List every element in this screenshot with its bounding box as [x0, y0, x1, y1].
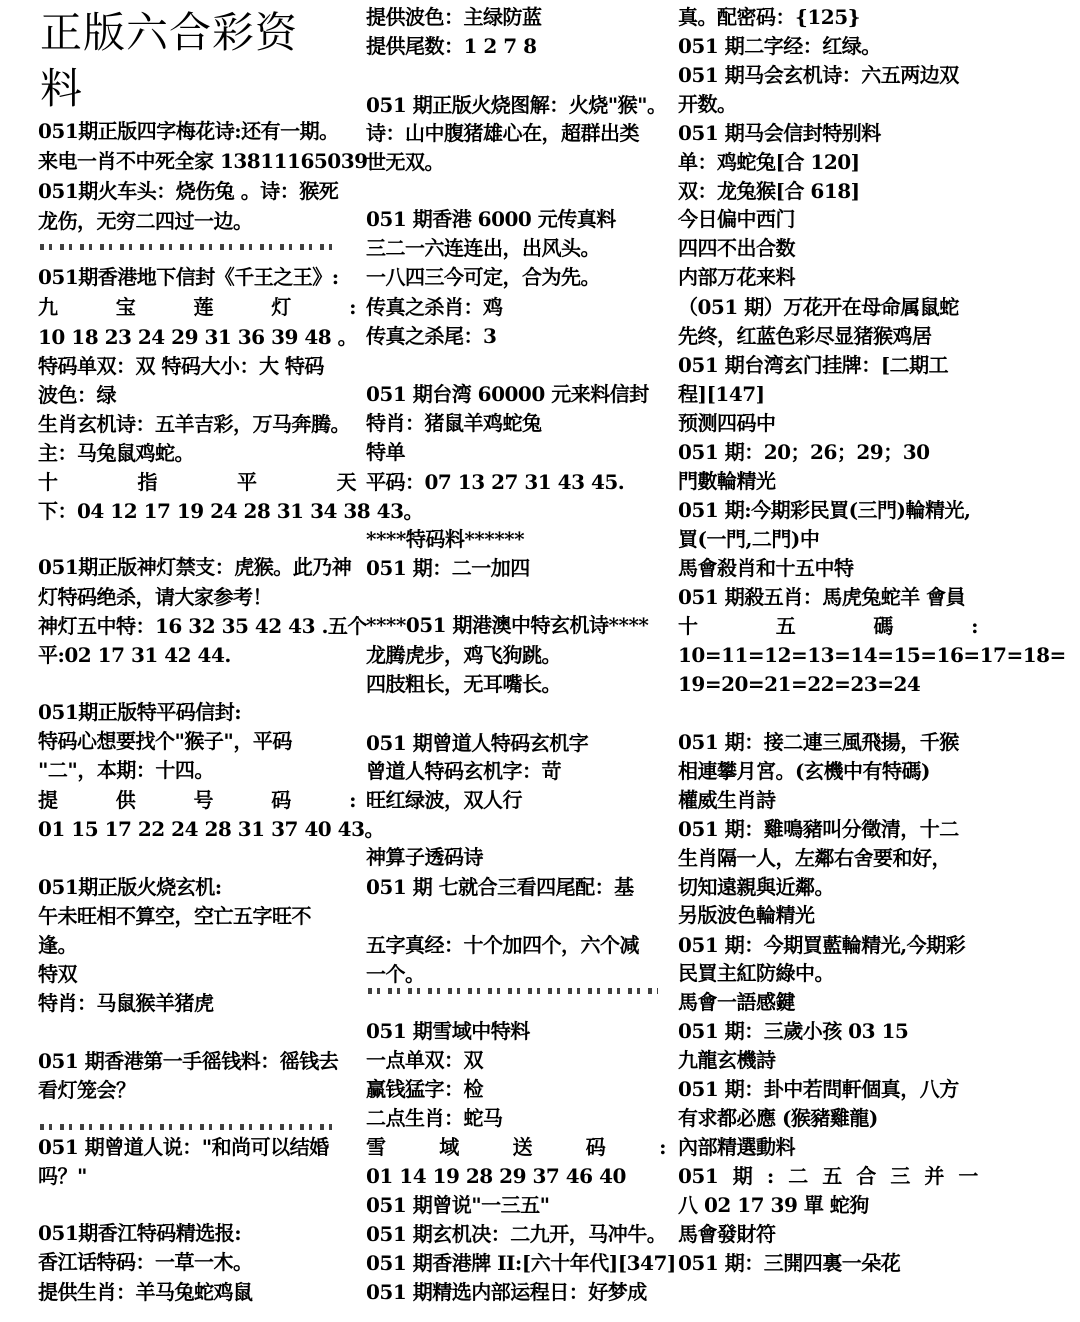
spaced-char: 并	[924, 1164, 944, 1188]
text-line: 旺红绿波，双人行	[366, 788, 522, 812]
text-line: 權威生肖詩	[678, 788, 776, 812]
text-line: 內部精選動料	[678, 1135, 795, 1159]
text-line: 八 02 17 39 單 蛇狗	[678, 1193, 869, 1217]
text-line: 双：龙兔猴[合 618]	[678, 179, 860, 203]
text-line: 预测四码中	[678, 411, 776, 435]
spaced-char: 五	[775, 614, 796, 638]
text-line: 051 期雪域中特料	[366, 1019, 530, 1043]
text-line: 平:02 17 31 42 44.	[38, 643, 231, 667]
text-line: 馬會發財符	[678, 1222, 776, 1246]
text-line: 051 期：20；26；29；30	[678, 440, 930, 464]
text-line: 051 期二字经：红绿。	[678, 34, 881, 58]
text-line: 五字真经：十个加四个，六个减	[366, 933, 639, 957]
text-line: 051期香江特码精选报:	[38, 1221, 242, 1245]
text-line: 午未旺相不算空，空亡五字旺不	[38, 904, 311, 928]
text-line: 051 期台湾玄门挂牌：[二期工	[678, 353, 949, 377]
text-line: 051 期玄机决：二九开，马冲牛。	[366, 1222, 667, 1246]
text-line: 10=11=12=13=14=15=16=17=18=	[678, 643, 1066, 667]
text-line: 一点单双：双	[366, 1048, 483, 1072]
text-line: 四四不出合数	[678, 236, 795, 260]
text-line: 19=20=21=22=23=24	[678, 672, 921, 696]
text-line: 051 期 七就合三看四尾配：基	[366, 875, 634, 899]
text-line: 051 期马会信封特别料	[678, 121, 881, 145]
text-line: 051 期曾说"一三五"	[366, 1193, 550, 1217]
text-line: 門數輪精光	[678, 469, 776, 493]
text-line: ****特码料******	[366, 527, 525, 551]
text-line: 赢钱猛字：检	[366, 1077, 483, 1101]
text-line: 051期香港地下信封《千王之王》:	[38, 265, 339, 289]
spaced-char: 碼	[873, 614, 893, 638]
text-line: 馬會一語感鍵	[678, 990, 795, 1014]
text-line	[38, 467, 356, 497]
text-line: 特单	[366, 440, 405, 464]
text-line: 诗：山中腹猪雄心在，超群出类	[366, 121, 639, 145]
text-line: 龙腾虎步，鸡飞狗跳。	[366, 643, 561, 667]
spaced-char: 九	[38, 295, 58, 319]
spaced-char: 雪	[366, 1135, 386, 1159]
text-line: 内部万花来料	[678, 265, 795, 289]
text-line: 一八四三今可定，合为先。	[366, 265, 600, 289]
spaced-char: :	[766, 1164, 774, 1188]
text-line: 逢。	[38, 933, 77, 957]
text-line: 吗？"	[38, 1164, 87, 1188]
text-line: 051 期:今期彩民買(三門)輪精光,	[678, 498, 971, 522]
text-line: 01 14 19 28 29 37 46 40	[366, 1164, 626, 1188]
spaced-char: 指	[137, 470, 157, 494]
spaced-char: 天	[336, 470, 356, 494]
spaced-char: 码	[585, 1135, 606, 1159]
text-line: 九龍玄機詩	[678, 1048, 776, 1072]
text-line: 相連攀月宮。(玄機中有特碼)	[678, 759, 930, 783]
text-line: 神灯五中特：16 32 35 42 43 .五个	[38, 614, 367, 638]
text-line: 051 期：今期買藍輪精光,今期彩	[678, 933, 966, 957]
spaced-char: 合	[856, 1164, 876, 1188]
text-line: 特码心想要找个"猴子"，平码	[38, 729, 292, 753]
text-line: （051 期）万花开在母命属鼠蛇	[678, 295, 959, 319]
text-line: 提供尾数：1 2 7 8	[366, 34, 537, 58]
spaced-char: :	[349, 295, 356, 319]
text-line: 051 期殺五肖：馬虎兔蛇羊 會員	[678, 585, 966, 609]
text-line: 一个。	[366, 962, 425, 986]
text-line	[38, 292, 356, 322]
text-line: 切知遠親與近鄰。	[678, 875, 834, 899]
text-line: ****051 期港澳中特玄机诗****	[366, 613, 649, 637]
text-line: 051 期：三開四裏一朵花	[678, 1251, 901, 1275]
spaced-char: 域	[439, 1135, 459, 1159]
text-line: 传真之杀尾：3	[366, 324, 497, 348]
text-line: 051期正版火烧玄机:	[38, 875, 222, 899]
text-line: "二"，本期：十四。	[38, 758, 214, 782]
text-line: 二点生肖：蛇马	[366, 1106, 503, 1130]
text-line: 灯特码绝杀，请大家参考！	[38, 585, 272, 609]
text-line: 051 期精选内部运程日：好梦成	[366, 1280, 647, 1304]
spaced-char: :	[971, 614, 978, 638]
text-line: 051 期马会玄机诗：六五两边双	[678, 63, 959, 87]
text-line: 传真之杀肖：鸡	[366, 295, 503, 319]
text-line: 051 期：卦中若問軒個真，八方	[678, 1077, 959, 1101]
text-line: 真。配密码：{125}	[678, 5, 860, 29]
text-line: 另版波色輪精光	[678, 903, 815, 927]
spaced-char: 三	[890, 1164, 910, 1188]
text-line: 先终，红蓝色彩尽显猪猴鸡居	[678, 324, 932, 348]
text-line: 提供生肖：羊马兔蛇鸡鼠	[38, 1280, 253, 1304]
text-line	[38, 785, 356, 815]
spaced-char: 供	[115, 788, 136, 812]
text-line: 提供波色：主绿防蓝	[366, 5, 542, 29]
spaced-char: 051	[678, 1164, 719, 1188]
text-line: 神算子透码诗	[366, 845, 483, 869]
text-line	[366, 1132, 666, 1162]
spaced-char: 提	[38, 788, 58, 812]
text-line: 曾道人特码玄机字：苛	[366, 759, 561, 783]
page-title: 正版六合彩资料	[40, 8, 299, 113]
text-line: 051 期曾道人说："和尚可以结婚	[38, 1135, 329, 1159]
spaced-char: 码	[271, 788, 291, 812]
cut-text-fragment	[40, 244, 340, 250]
text-line: 馬會殺肖和十五中特	[678, 556, 854, 580]
text-line: 来电一肖不中死全家 13811165039	[38, 149, 368, 173]
text-line: 平码：07 13 27 31 43 45.	[366, 470, 625, 494]
text-line: 生肖隔一人，左鄰右舍要和好，	[678, 846, 951, 870]
text-line: 主：马兔鼠鸡蛇。	[38, 441, 194, 465]
text-line: 世无双。	[366, 150, 444, 174]
text-line: 051 期香港牌 II:[六十年代][347]	[366, 1251, 676, 1275]
text-line: 生肖玄机诗：五羊吉彩，万马奔腾。	[38, 412, 350, 436]
spaced-char: 一	[958, 1164, 978, 1188]
text-line: 开数。	[678, 92, 737, 116]
text-line: 051 期：接二連三風飛揚，千猴	[678, 730, 959, 754]
text-line: 特码单双：双 特码大小：大 特码	[38, 354, 324, 378]
text-line: 051 期：三歲小孩 03 15	[678, 1019, 909, 1043]
text-line: 下：04 12 17 19 24 28 31 34 38 43。	[38, 499, 423, 523]
text-line: 051 期正版火烧图解：火烧"猴"。	[366, 93, 667, 117]
text-line: 051 期香港 6000 元传真料	[366, 207, 616, 231]
spaced-char: 莲	[193, 295, 214, 319]
text-line: 看灯笼会？	[38, 1078, 136, 1102]
text-line: 051期正版特平码信封:	[38, 700, 242, 724]
spaced-char: 十	[38, 470, 58, 494]
text-line: 051 期曾道人特码玄机字	[366, 731, 589, 755]
text-line: 程][147]	[678, 382, 765, 406]
spaced-char: 二	[788, 1164, 808, 1188]
cut-text-fragment	[40, 1124, 340, 1130]
spaced-char: 宝	[115, 295, 136, 319]
spaced-char: :	[349, 788, 356, 812]
text-line: 香江话特码：一草一木。	[38, 1250, 253, 1274]
text-line: 特双	[38, 962, 77, 986]
text-line: 三二一六连连出，出风头。	[366, 236, 600, 260]
text-line: 龙伤，无穷二四过一边。	[38, 209, 253, 233]
spaced-char: 号	[193, 788, 214, 812]
text-line: 051期正版神灯禁支：虎猴。此乃神	[38, 555, 352, 579]
spaced-char: 灯	[271, 295, 291, 319]
text-line: 051 期台湾 60000 元来料信封	[366, 382, 649, 406]
text-line: 今日偏中西门	[678, 207, 795, 231]
text-line: 有求都必應 (猴豬雞龍)	[678, 1106, 878, 1130]
text-line: 051期正版四字梅花诗:还有一期。	[38, 119, 339, 143]
text-line	[678, 1161, 978, 1191]
text-line: 買(一門,二門)中	[678, 527, 820, 551]
text-line: 051 期：二一加四	[366, 556, 530, 580]
text-line: 051 期：雞鳴豬叫分徵清，十二	[678, 817, 959, 841]
spaced-char: 送	[512, 1135, 533, 1159]
text-line: 波色：绿	[38, 383, 116, 407]
text-line: 四肢粗长，无耳嘴长。	[366, 672, 561, 696]
text-line: 051 期香港第一手徭钱料：徭钱去	[38, 1049, 339, 1073]
text-line: 民買主紅防綠中。	[678, 961, 834, 985]
text-line: 单：鸡蛇兔[合 120]	[678, 150, 860, 174]
spaced-char: 期	[732, 1164, 753, 1188]
text-line	[678, 611, 978, 641]
spaced-char: 十	[678, 614, 698, 638]
spaced-char: 平	[237, 470, 257, 494]
text-line: 10 18 23 24 29 31 36 39 48 。	[38, 325, 358, 349]
spaced-char: 五	[822, 1164, 842, 1188]
text-line: 特肖：猪鼠羊鸡蛇兔	[366, 411, 542, 435]
spaced-char: :	[659, 1135, 666, 1159]
cut-text-fragment	[368, 988, 658, 994]
text-line: 051期火车头：烧伤兔 。诗：猴死	[38, 179, 339, 203]
text-line: 01 15 17 22 24 28 31 37 40 43。	[38, 817, 384, 841]
text-line: 特肖：马鼠猴羊猪虎	[38, 991, 214, 1015]
